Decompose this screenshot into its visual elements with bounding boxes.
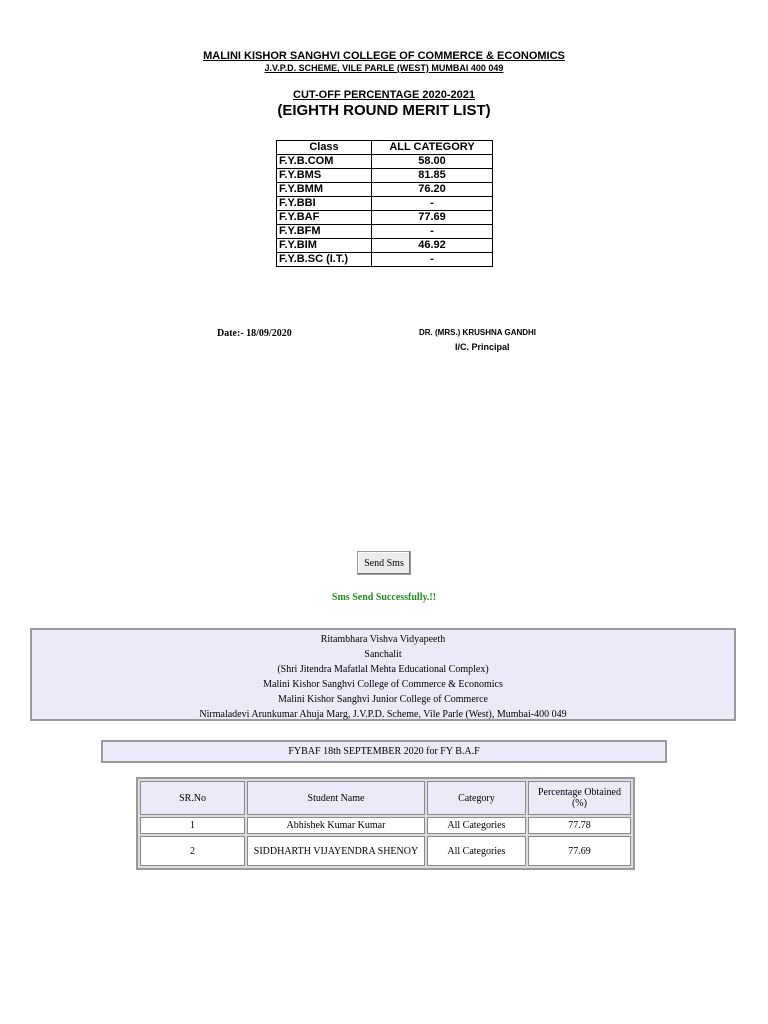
cutoff-class: F.Y.BMS (277, 169, 372, 183)
student-table-header-row (140, 781, 631, 815)
cutoff-class: F.Y.BIM (277, 239, 372, 253)
header-sr-no: SR.No (140, 781, 245, 815)
percentage-cell: 77.78 (528, 817, 631, 834)
cutoff-value: 76.20 (372, 183, 493, 197)
org-info-line: Ritambhara Vishva Vidyapeeth (320, 634, 446, 645)
sms-status-message: Sms Send Successfully.!! (331, 592, 437, 603)
cutoff-row (277, 183, 493, 197)
merit-list-title: FYBAF 18th SEPTEMBER 2020 for FY B.A.F (101, 740, 667, 763)
sr-no-cell: 1 (140, 817, 245, 834)
cutoff-row (277, 225, 493, 239)
cutoff-value: 81.85 (372, 169, 493, 183)
cutoff-value: 77.69 (372, 211, 493, 225)
principal-title: I/C. Principal (455, 342, 510, 352)
cutoff-class: F.Y.B.SC (I.T.) (277, 253, 372, 267)
cutoff-class: F.Y.BMM (277, 183, 372, 197)
round-title: (EIGHTH ROUND MERIT LIST) (277, 102, 491, 119)
org-info-line: (Shri Jitendra Mafatlal Mehta Educational Complex) (277, 664, 489, 675)
header-student-name: Student Name (247, 781, 425, 815)
cutoff-header-category: ALL CATEGORY (372, 141, 493, 155)
college-name: MALINI KISHOR SANGHVI COLLEGE OF COMMERCE & ECONOMICS (203, 50, 565, 62)
cutoff-row (277, 211, 493, 225)
header-category: Category (427, 781, 526, 815)
category-cell: All Categories (427, 836, 526, 866)
org-info-line: Nirmaladevi Arunkumar Ahuja Marg, J.V.P.D. Scheme, Vile Parle (West), Mumbai-400 049 (199, 709, 567, 720)
cutoff-row (277, 155, 493, 169)
send-sms-button[interactable]: Send Sms (357, 551, 411, 575)
cutoff-class: F.Y.BAF (277, 211, 372, 225)
percentage-cell: 77.69 (528, 836, 631, 866)
cutoff-row (277, 169, 493, 183)
cutoff-title: CUT-OFF PERCENTAGE 2020-2021 (293, 89, 475, 101)
cutoff-class: F.Y.BFM (277, 225, 372, 239)
organization-info-box (30, 628, 736, 721)
cutoff-row (277, 239, 493, 253)
cutoff-row (277, 197, 493, 211)
cutoff-value: 58.00 (372, 155, 493, 169)
org-info-line: Malini Kishor Sanghvi College of Commerce & Economics (263, 679, 503, 690)
cutoff-value: 46.92 (372, 239, 493, 253)
cutoff-row (277, 253, 493, 267)
date-line: Date:- 18/09/2020 (217, 328, 292, 339)
table-row (140, 836, 631, 866)
table-row (140, 817, 631, 834)
cutoff-value: - (372, 197, 493, 211)
cutoff-value: - (372, 253, 493, 267)
cutoff-table (276, 140, 493, 267)
org-info-line: Malini Kishor Sanghvi Junior College of Commerce (278, 694, 488, 705)
student-table (136, 777, 635, 870)
cutoff-table-header-row (277, 141, 493, 155)
cutoff-header-class: Class (277, 141, 372, 155)
student-name-cell: SIDDHARTH VIJAYENDRA SHENOY (247, 836, 425, 866)
sr-no-cell: 2 (140, 836, 245, 866)
student-name-cell: Abhishek Kumar Kumar (247, 817, 425, 834)
cutoff-class: F.Y.B.COM (277, 155, 372, 169)
college-address: J.V.P.D. SCHEME, VILE PARLE (WEST) MUMBAI 400 049 (264, 63, 504, 73)
cutoff-class: F.Y.BBI (277, 197, 372, 211)
category-cell: All Categories (427, 817, 526, 834)
cutoff-value: - (372, 225, 493, 239)
org-info-line: Sanchalit (364, 649, 402, 660)
principal-name: DR. (MRS.) KRUSHNA GANDHI (419, 328, 537, 337)
header-percentage: Percentage Obtained (%) (528, 781, 631, 815)
